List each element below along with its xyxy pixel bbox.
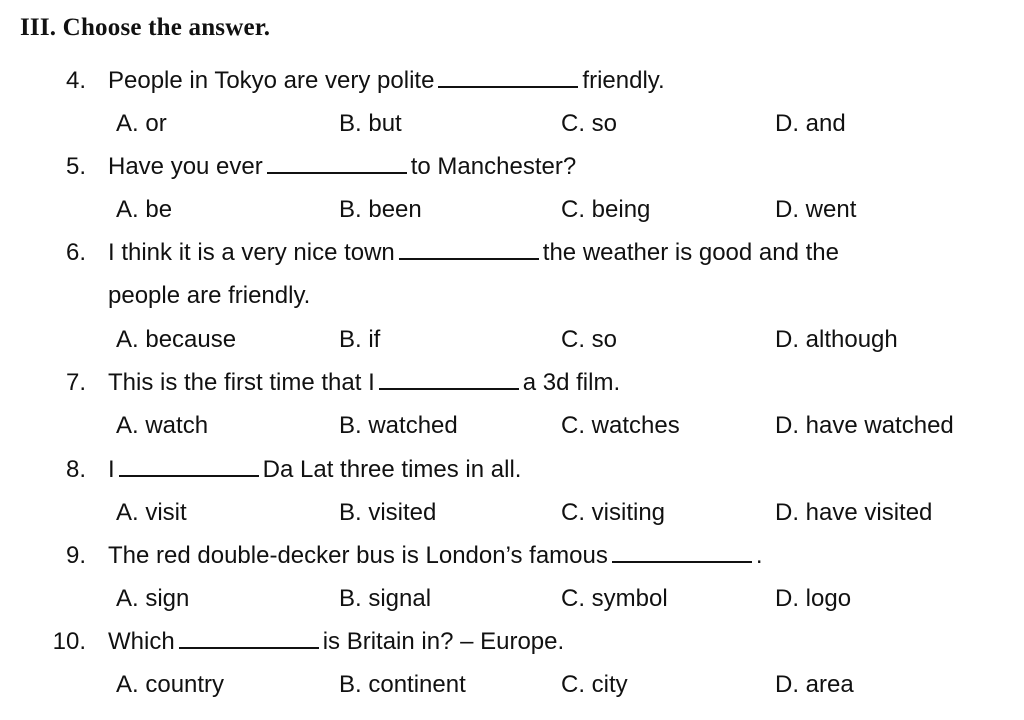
option-a[interactable]: A. visit [116,499,187,526]
section-title: III. Choose the answer. [20,14,271,41]
option-c[interactable]: C. so [561,110,618,137]
question-stem-continued: people are friendly. [108,282,311,309]
option-c[interactable]: C. visiting [561,499,666,526]
answer-blank [438,64,578,88]
question-number: 7. [65,369,86,396]
option-b[interactable]: B. continent [339,671,466,698]
stem-after: to Manchester? [410,153,577,180]
stem-before: Which [108,628,175,655]
stem-after: is Britain in? – Europe. [322,628,565,655]
option-a[interactable]: A. because [116,326,237,353]
option-a[interactable]: A. or [116,110,167,137]
stem-before: The red double-decker bus is London’s famous [108,542,608,569]
stem-after: friendly. [582,67,665,94]
question-stem [108,150,576,184]
question-stem [108,236,839,270]
stem-before: I think it is a very nice town [108,239,395,266]
question-stem [108,625,564,659]
option-b[interactable]: B. watched [339,412,458,439]
option-a[interactable]: A. be [116,196,173,223]
answer-blank [399,236,539,260]
option-b[interactable]: B. visited [339,499,437,526]
option-d[interactable]: D. have watched [775,412,954,439]
option-d[interactable]: D. although [775,326,898,353]
question-number: 4. [65,67,86,94]
option-d[interactable]: D. and [775,110,846,137]
answer-blank [267,150,407,174]
option-d[interactable]: D. have visited [775,499,933,526]
question-stem [108,64,665,98]
stem-after: a 3d film. [522,369,621,396]
option-c[interactable]: C. so [561,326,618,353]
stem-after: the weather is good and the [542,239,839,266]
option-d[interactable]: D. area [775,671,854,698]
answer-blank [379,366,519,390]
question-number: 5. [65,153,86,180]
stem-after: . [755,542,763,569]
stem-after: Da Lat three times in all. [262,456,522,483]
option-c[interactable]: C. symbol [561,585,668,612]
question-stem [108,539,763,573]
option-b[interactable]: B. signal [339,585,432,612]
option-c[interactable]: C. city [561,671,628,698]
option-a[interactable]: A. sign [116,585,190,612]
option-c[interactable]: C. being [561,196,651,223]
answer-blank [179,625,319,649]
answer-blank [612,539,752,563]
question-number: 6. [65,239,86,266]
option-d[interactable]: D. logo [775,585,852,612]
option-a[interactable]: A. watch [116,412,209,439]
option-c[interactable]: C. watches [561,412,680,439]
stem-before: Have you ever [108,153,263,180]
question-number: 8. [65,456,86,483]
question-number: 10. [52,628,86,655]
option-d[interactable]: D. went [775,196,857,223]
stem-before: This is the first time that I [108,369,375,396]
answer-blank [119,453,259,477]
question-stem [108,453,521,487]
option-b[interactable]: B. but [339,110,402,137]
option-b[interactable]: B. been [339,196,422,223]
option-b[interactable]: B. if [339,326,381,353]
stem-before: I [108,456,115,483]
option-a[interactable]: A. country [116,671,225,698]
stem-before: People in Tokyo are very polite [108,67,435,94]
question-stem [108,366,620,400]
question-number: 9. [65,542,86,569]
